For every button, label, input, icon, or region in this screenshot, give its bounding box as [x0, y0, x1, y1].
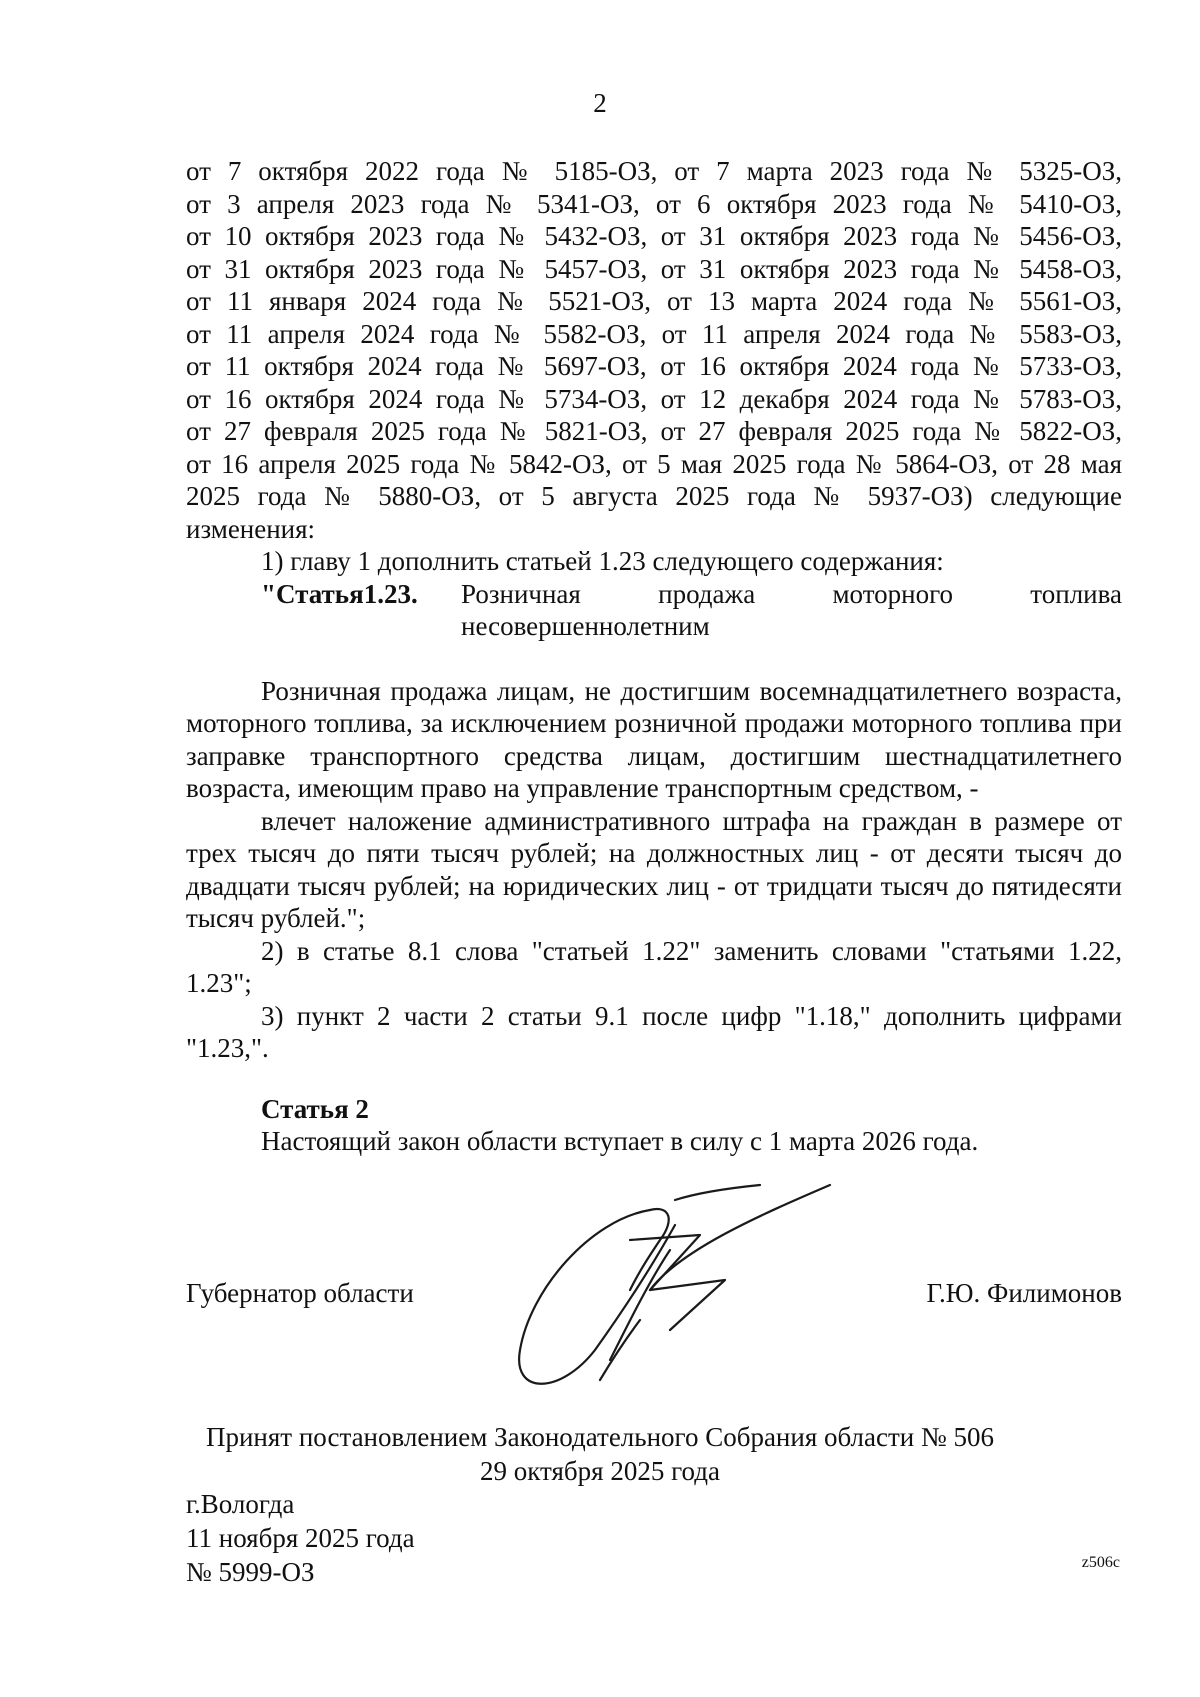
text-line: от 3 апреля 2023 года № 5341-ОЗ, от 6 октября 2023 года № 5410-ОЗ, — [186, 188, 1122, 219]
footer-details — [186, 1487, 415, 1589]
text-line: от 11 января 2024 года № 5521-ОЗ, от 13 марта 2024 года № 5561-ОЗ, — [186, 286, 1122, 316]
article-num: 1.23. — [363, 578, 418, 609]
article-title-line: несовершеннолетним — [461, 611, 710, 641]
article-2 — [186, 1093, 1122, 1158]
text-line: от 16 октября 2024 года № 5734-ОЗ, от 12 декабря 2024 года № 5783-ОЗ, — [186, 383, 1122, 414]
governor-name: Г.Ю. Филимонов — [926, 1278, 1122, 1308]
document-code: z506c — [1081, 1554, 1120, 1571]
governor-label: Губернатор области — [186, 1278, 414, 1308]
article-word: "Статья — [261, 578, 364, 609]
paragraph-fine: влечет наложение административного штрафа на граждан в размере от трех тысяч до пяти тысяч рублей; на должностных лиц - от десяти тысяч до двадцати тысяч рублей; на юридических лиц - от тридцати тысяч до пятидесяти тысяч рублей."; — [186, 805, 1122, 933]
paragraph-sale: Розничная продажа лицам, не достигшим восемнадцатилетнего возраста, моторного топлива, за исключением розничной продажи моторного топлива при заправке транспортного средства лицам, достигшим шестнадцатилетнего возраста, имеющим право на управление транспортным средством, - — [186, 675, 1122, 803]
article-2-text: Настоящий закон области вступает в силу с 1 марта 2026 года. — [261, 1126, 979, 1156]
law-date: 11 ноября 2025 года — [186, 1523, 415, 1553]
text-line: от 11 октября 2024 года № 5697-ОЗ, от 16 октября 2024 года № 5733-ОЗ, — [186, 351, 1122, 381]
text-line: от 31 октября 2023 года № 5457-ОЗ, от 31 октября 2023 года № 5458-ОЗ, — [186, 253, 1122, 284]
adoption-date: 29 октября 2025 года — [480, 1456, 720, 1486]
signature-row — [186, 1278, 1122, 1309]
text-line: от 7 октября 2022 года № 5185-ОЗ, от 7 марта 2023 года № 5325-ОЗ, — [186, 156, 1122, 186]
text-line: от 27 февраля 2025 года № 5821-ОЗ, от 27 февраля 2025 года № 5822-ОЗ, — [186, 416, 1122, 446]
article-title-line: Розничная продажа моторного топлива — [461, 578, 1122, 609]
article-1-23-heading — [186, 578, 1122, 643]
law-number: № 5999-ОЗ — [186, 1557, 315, 1587]
article-2-heading: Статья 2 — [261, 1093, 369, 1124]
article-number — [186, 578, 461, 643]
amendment-item-1: 1) главу 1 дополнить статьей 1.23 следующего содержания: — [261, 546, 944, 576]
place: г.Вологда — [186, 1489, 295, 1519]
text-line: от 16 апреля 2025 года № 5842-ОЗ, от 5 мая 2025 года № 5864-ОЗ, от 28 мая — [186, 448, 1122, 479]
adoption-line: Принят постановлением Законодательного Собрания области № 506 — [205, 1422, 995, 1452]
text-line: 2025 года № 5880-ОЗ, от 5 августа 2025 года № 5937-ОЗ) следующие — [186, 481, 1122, 511]
adoption-note — [0, 1420, 1200, 1488]
page-number: 2 — [593, 88, 607, 118]
article-title — [461, 578, 1122, 643]
text-line: от 10 октября 2023 года № 5432-ОЗ, от 31 октября 2023 года № 5456-ОЗ, — [186, 221, 1122, 251]
text-line: изменения: — [186, 513, 316, 544]
amendment-item-3: 3) пункт 2 части 2 статьи 9.1 после цифр "1.18," дополнить цифрами "1.23,". — [186, 1000, 1122, 1063]
amendment-item-2: 2) в статье 8.1 слова "статьей 1.22" заменить словами "статьями 1.22, 1.23"; — [186, 935, 1122, 998]
text-line: от 11 апреля 2024 года № 5582-ОЗ, от 11 апреля 2024 года № 5583-ОЗ, — [186, 318, 1122, 349]
document-body — [186, 155, 1122, 1158]
